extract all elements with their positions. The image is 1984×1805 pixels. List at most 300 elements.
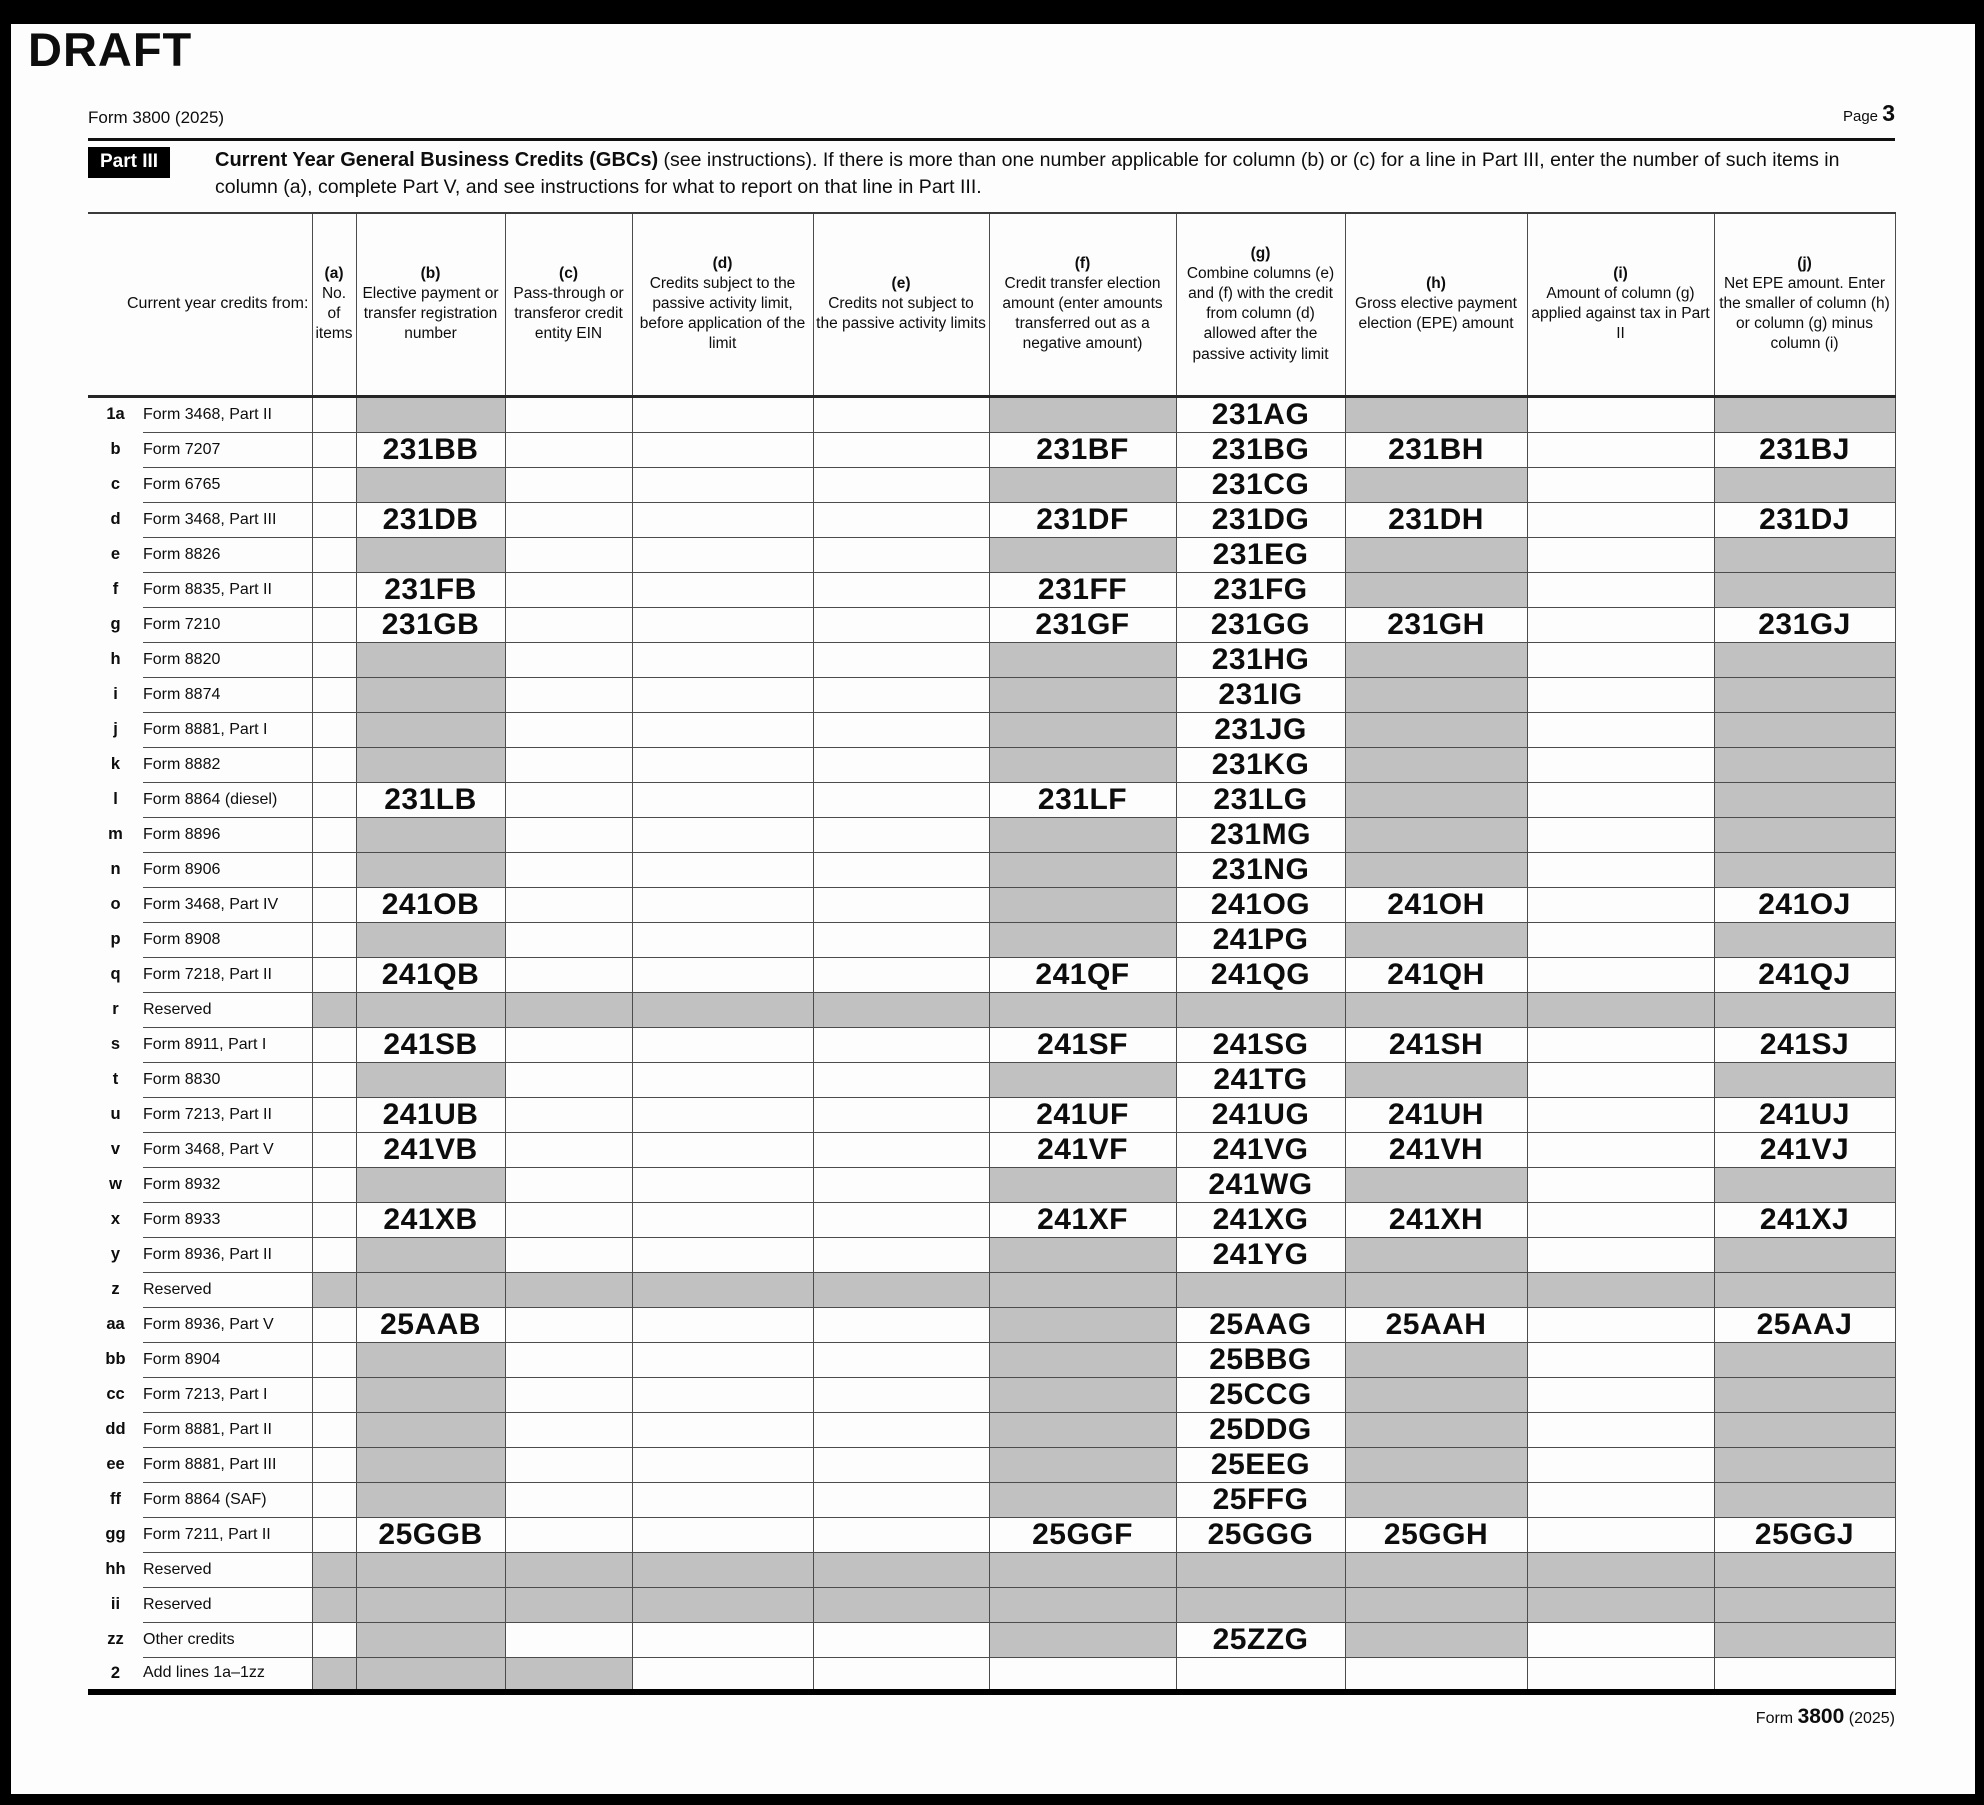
- cell-ff-e: [813, 1482, 989, 1517]
- cell-x-i: [1527, 1202, 1714, 1237]
- page-number: [1843, 100, 1895, 127]
- registration-code: 241UH: [1388, 1097, 1484, 1131]
- cell-z-d: [632, 1272, 813, 1307]
- cell-y-f: [989, 1237, 1176, 1272]
- cell-f-h: [1345, 572, 1527, 607]
- cell-ff-a: [312, 1482, 356, 1517]
- line-number: e: [88, 537, 143, 572]
- cell-ii-e: [813, 1587, 989, 1622]
- cell-y-h: [1345, 1237, 1527, 1272]
- col-letter: (a): [324, 264, 344, 282]
- col-header-i: [1527, 213, 1714, 396]
- cell-1a-f: [989, 396, 1176, 432]
- cell-aa-g: [1176, 1307, 1345, 1342]
- table-header: [88, 213, 1895, 396]
- registration-code: 25AAB: [380, 1307, 481, 1341]
- cell-o-i: [1527, 887, 1714, 922]
- cell-b-f: [989, 432, 1176, 467]
- cell-z-i: [1527, 1272, 1714, 1307]
- line-number: u: [88, 1097, 143, 1132]
- registration-code: 25BBG: [1209, 1342, 1312, 1376]
- cell-f-b: [356, 572, 505, 607]
- cell-j-h: [1345, 712, 1527, 747]
- table-row-z: [88, 1272, 1895, 1307]
- table-row-aa: [88, 1307, 1895, 1342]
- credits-table: [88, 212, 1896, 1695]
- cell-2-a: [312, 1657, 356, 1692]
- cell-e-a: [312, 537, 356, 572]
- cell-hh-a: [312, 1552, 356, 1587]
- cell-ff-b: [356, 1482, 505, 1517]
- table-row-t: [88, 1062, 1895, 1097]
- cell-o-h: [1345, 887, 1527, 922]
- cell-i-g: [1176, 677, 1345, 712]
- cell-q-b: [356, 957, 505, 992]
- cell-t-d: [632, 1062, 813, 1097]
- registration-code: 241VF: [1037, 1132, 1128, 1166]
- cell-c-h: [1345, 467, 1527, 502]
- credit-source-label: Form 8864 (SAF): [143, 1482, 312, 1517]
- line-number: o: [88, 887, 143, 922]
- registration-code: 241QG: [1210, 957, 1311, 991]
- credit-source-label: Form 7213, Part I: [143, 1377, 312, 1412]
- cell-c-f: [989, 467, 1176, 502]
- cell-cc-d: [632, 1377, 813, 1412]
- line-number: h: [88, 642, 143, 677]
- line-number: c: [88, 467, 143, 502]
- cell-k-d: [632, 747, 813, 782]
- cell-aa-c: [505, 1307, 632, 1342]
- credit-source-label: Form 3468, Part II: [143, 396, 312, 432]
- cell-v-a: [312, 1132, 356, 1167]
- registration-code: 241SF: [1037, 1027, 1128, 1061]
- cell-t-b: [356, 1062, 505, 1097]
- registration-code: 241QF: [1035, 957, 1130, 991]
- cell-p-a: [312, 922, 356, 957]
- cell-u-j: [1714, 1097, 1895, 1132]
- cell-bb-b: [356, 1342, 505, 1377]
- cell-aa-i: [1527, 1307, 1714, 1342]
- col-label: Combine columns (e) and (f) with the credit from column (d) allowed after the passive activity limit: [1186, 264, 1335, 363]
- cell-m-j: [1714, 817, 1895, 852]
- cell-z-f: [989, 1272, 1176, 1307]
- cell-c-g: [1176, 467, 1345, 502]
- credit-source-label: Form 8835, Part II: [143, 572, 312, 607]
- cell-j-a: [312, 712, 356, 747]
- page-number-value: 3: [1882, 100, 1895, 126]
- cell-ff-f: [989, 1482, 1176, 1517]
- cell-hh-f: [989, 1552, 1176, 1587]
- cell-w-i: [1527, 1167, 1714, 1202]
- table-row-bb: [88, 1342, 1895, 1377]
- cell-f-j: [1714, 572, 1895, 607]
- registration-code: 241QH: [1387, 957, 1485, 991]
- registration-code: 25GGJ: [1754, 1517, 1855, 1551]
- footer-form-number: 3800: [1797, 1705, 1845, 1728]
- cell-j-c: [505, 712, 632, 747]
- cell-f-g: [1176, 572, 1345, 607]
- cell-s-g: [1176, 1027, 1345, 1062]
- table-row-w: [88, 1167, 1895, 1202]
- registration-code: 231AG: [1211, 397, 1310, 431]
- registration-code: 241XB: [383, 1202, 478, 1236]
- cell-c-c: [505, 467, 632, 502]
- registration-code: 231MG: [1210, 817, 1311, 851]
- cell-gg-b: [356, 1517, 505, 1552]
- line-number: 1a: [88, 396, 143, 432]
- col-label: No. of items: [315, 285, 353, 343]
- scan-border-bottom: [0, 1794, 1984, 1805]
- registration-code: 241TG: [1213, 1062, 1308, 1096]
- credit-source-label: Form 8881, Part III: [143, 1447, 312, 1482]
- registration-code: 231BH: [1388, 432, 1484, 466]
- line-number: z: [88, 1272, 143, 1307]
- credit-source-label: Form 7210: [143, 607, 312, 642]
- cell-m-e: [813, 817, 989, 852]
- cell-dd-d: [632, 1412, 813, 1447]
- table-row-ii: [88, 1587, 1895, 1622]
- cell-gg-a: [312, 1517, 356, 1552]
- cell-hh-b: [356, 1552, 505, 1587]
- cell-p-d: [632, 922, 813, 957]
- line-number: b: [88, 432, 143, 467]
- registration-code: 231DJ: [1759, 502, 1850, 536]
- cell-g-c: [505, 607, 632, 642]
- form-id-label: Form 3800 (2025): [88, 108, 225, 127]
- cell-f-e: [813, 572, 989, 607]
- cell-bb-c: [505, 1342, 632, 1377]
- registration-code: 231IG: [1218, 677, 1303, 711]
- credit-source-label: Form 8874: [143, 677, 312, 712]
- cell-o-g: [1176, 887, 1345, 922]
- cell-t-g: [1176, 1062, 1345, 1097]
- line-number: hh: [88, 1552, 143, 1587]
- cell-v-i: [1527, 1132, 1714, 1167]
- cell-w-j: [1714, 1167, 1895, 1202]
- cell-zz-f: [989, 1622, 1176, 1657]
- cell-zz-e: [813, 1622, 989, 1657]
- cell-dd-g: [1176, 1412, 1345, 1447]
- credit-source-label: Reserved: [143, 1272, 312, 1307]
- footer-form-word: Form: [1755, 1710, 1794, 1727]
- cell-e-j: [1714, 537, 1895, 572]
- cell-dd-a: [312, 1412, 356, 1447]
- cell-2-e: [813, 1657, 989, 1692]
- cell-b-e: [813, 432, 989, 467]
- col-letter: (i): [1613, 264, 1628, 282]
- registration-code: 241SJ: [1759, 1027, 1850, 1061]
- line-number: aa: [88, 1307, 143, 1342]
- cell-x-f: [989, 1202, 1176, 1237]
- cell-g-e: [813, 607, 989, 642]
- cell-h-g: [1176, 642, 1345, 677]
- cell-ii-g: [1176, 1587, 1345, 1622]
- cell-m-b: [356, 817, 505, 852]
- table-row-c: [88, 467, 1895, 502]
- table-row-j: [88, 712, 1895, 747]
- scan-border-left: [0, 0, 11, 1805]
- credit-source-label: Reserved: [143, 992, 312, 1027]
- cell-v-f: [989, 1132, 1176, 1167]
- registration-code: 231JG: [1214, 712, 1307, 746]
- footer-form-year: (2025): [1848, 1710, 1895, 1727]
- credit-source-label: Form 8881, Part I: [143, 712, 312, 747]
- line-number: gg: [88, 1517, 143, 1552]
- registration-code: 231FB: [384, 572, 477, 606]
- registration-code: 241UF: [1036, 1097, 1129, 1131]
- cell-d-e: [813, 502, 989, 537]
- table-row-y: [88, 1237, 1895, 1272]
- registration-code: 231GG: [1210, 607, 1311, 641]
- cell-i-a: [312, 677, 356, 712]
- registration-code: 241VG: [1212, 1132, 1309, 1166]
- cell-p-e: [813, 922, 989, 957]
- cell-dd-i: [1527, 1412, 1714, 1447]
- col-header-credits-from: Current year credits from:: [88, 213, 312, 396]
- cell-bb-j: [1714, 1342, 1895, 1377]
- credit-source-label: Add lines 1a–1zz: [143, 1657, 312, 1692]
- cell-w-e: [813, 1167, 989, 1202]
- col-header-f: [989, 213, 1176, 396]
- cell-g-a: [312, 607, 356, 642]
- cell-h-i: [1527, 642, 1714, 677]
- cell-q-j: [1714, 957, 1895, 992]
- cell-b-d: [632, 432, 813, 467]
- registration-code: 231FF: [1037, 572, 1128, 606]
- cell-j-b: [356, 712, 505, 747]
- cell-z-a: [312, 1272, 356, 1307]
- col-header-j: [1714, 213, 1895, 396]
- cell-s-b: [356, 1027, 505, 1062]
- cell-gg-h: [1345, 1517, 1527, 1552]
- cell-n-i: [1527, 852, 1714, 887]
- credit-source-label: Form 7218, Part II: [143, 957, 312, 992]
- registration-code: 231KG: [1211, 747, 1310, 781]
- cell-j-i: [1527, 712, 1714, 747]
- cell-cc-g: [1176, 1377, 1345, 1412]
- cell-g-d: [632, 607, 813, 642]
- cell-h-e: [813, 642, 989, 677]
- cell-ee-f: [989, 1447, 1176, 1482]
- cell-g-f: [989, 607, 1176, 642]
- cell-ee-e: [813, 1447, 989, 1482]
- cell-s-c: [505, 1027, 632, 1062]
- cell-c-i: [1527, 467, 1714, 502]
- cell-w-f: [989, 1167, 1176, 1202]
- cell-b-i: [1527, 432, 1714, 467]
- table-row-ff: [88, 1482, 1895, 1517]
- cell-t-h: [1345, 1062, 1527, 1097]
- cell-h-b: [356, 642, 505, 677]
- registration-code: 241OG: [1210, 887, 1311, 921]
- cell-s-e: [813, 1027, 989, 1062]
- cell-1a-b: [356, 396, 505, 432]
- cell-b-a: [312, 432, 356, 467]
- cell-o-j: [1714, 887, 1895, 922]
- table-row-p: [88, 922, 1895, 957]
- cell-d-b: [356, 502, 505, 537]
- cell-cc-j: [1714, 1377, 1895, 1412]
- cell-aa-f: [989, 1307, 1176, 1342]
- cell-x-e: [813, 1202, 989, 1237]
- line-number: s: [88, 1027, 143, 1062]
- cell-n-f: [989, 852, 1176, 887]
- registration-code: 241XF: [1037, 1202, 1128, 1236]
- cell-r-e: [813, 992, 989, 1027]
- registration-code: 25FFG: [1212, 1482, 1309, 1516]
- cell-z-j: [1714, 1272, 1895, 1307]
- cell-o-b: [356, 887, 505, 922]
- registration-code: 25GGG: [1207, 1517, 1314, 1551]
- cell-f-f: [989, 572, 1176, 607]
- cell-e-f: [989, 537, 1176, 572]
- cell-b-j: [1714, 432, 1895, 467]
- cell-2-j: [1714, 1657, 1895, 1692]
- cell-v-c: [505, 1132, 632, 1167]
- cell-hh-c: [505, 1552, 632, 1587]
- table-row-u: [88, 1097, 1895, 1132]
- credit-source-label: Form 6765: [143, 467, 312, 502]
- part-iii-badge: Part III: [88, 147, 170, 178]
- registration-code: 241UJ: [1759, 1097, 1850, 1131]
- cell-bb-h: [1345, 1342, 1527, 1377]
- cell-ee-c: [505, 1447, 632, 1482]
- cell-1a-c: [505, 396, 632, 432]
- line-number: w: [88, 1167, 143, 1202]
- cell-g-j: [1714, 607, 1895, 642]
- cell-q-f: [989, 957, 1176, 992]
- credit-source-label: Reserved: [143, 1587, 312, 1622]
- cell-r-b: [356, 992, 505, 1027]
- credit-source-label: Reserved: [143, 1552, 312, 1587]
- cell-gg-d: [632, 1517, 813, 1552]
- cell-z-c: [505, 1272, 632, 1307]
- cell-zz-h: [1345, 1622, 1527, 1657]
- cell-j-j: [1714, 712, 1895, 747]
- cell-2-g: [1176, 1657, 1345, 1692]
- credit-source-label: Form 8906: [143, 852, 312, 887]
- cell-zz-j: [1714, 1622, 1895, 1657]
- cell-k-a: [312, 747, 356, 782]
- col-header-b: [356, 213, 505, 396]
- col-header-e: [813, 213, 989, 396]
- table-row-v: [88, 1132, 1895, 1167]
- cell-bb-f: [989, 1342, 1176, 1377]
- cell-v-g: [1176, 1132, 1345, 1167]
- cell-zz-a: [312, 1622, 356, 1657]
- registration-code: 231DB: [382, 502, 479, 536]
- col-letter: (e): [891, 275, 911, 293]
- scan-border-right: [1975, 0, 1984, 1805]
- cell-c-a: [312, 467, 356, 502]
- cell-o-d: [632, 887, 813, 922]
- cell-1a-g: [1176, 396, 1345, 432]
- registration-code: 231BB: [382, 432, 479, 466]
- cell-1a-h: [1345, 396, 1527, 432]
- cell-t-e: [813, 1062, 989, 1097]
- cell-j-f: [989, 712, 1176, 747]
- cell-d-d: [632, 502, 813, 537]
- cell-l-e: [813, 782, 989, 817]
- cell-n-j: [1714, 852, 1895, 887]
- cell-i-h: [1345, 677, 1527, 712]
- cell-cc-a: [312, 1377, 356, 1412]
- part-iii-title-rest: (see instructions). If there is more than one number applicable for column (b) or (c) for a line in Part III, enter the number of such items in column (a), complete Part V, and see instructions for what to report on that line in Part III.: [215, 149, 1840, 199]
- col-label: Credits not subject to the passive activity limits: [816, 295, 986, 333]
- cell-y-i: [1527, 1237, 1714, 1272]
- line-number: ii: [88, 1587, 143, 1622]
- cell-q-d: [632, 957, 813, 992]
- line-number: ee: [88, 1447, 143, 1482]
- cell-q-a: [312, 957, 356, 992]
- cell-j-d: [632, 712, 813, 747]
- cell-d-c: [505, 502, 632, 537]
- cell-ii-b: [356, 1587, 505, 1622]
- cell-q-g: [1176, 957, 1345, 992]
- cell-b-g: [1176, 432, 1345, 467]
- line-number: v: [88, 1132, 143, 1167]
- credit-source-label: Form 8826: [143, 537, 312, 572]
- col-label: Elective payment or transfer registration number: [362, 285, 499, 343]
- cell-ee-b: [356, 1447, 505, 1482]
- cell-d-h: [1345, 502, 1527, 537]
- cell-hh-h: [1345, 1552, 1527, 1587]
- cell-aa-h: [1345, 1307, 1527, 1342]
- cell-cc-f: [989, 1377, 1176, 1412]
- registration-code: 241VH: [1388, 1132, 1484, 1166]
- cell-u-h: [1345, 1097, 1527, 1132]
- registration-code: 241XH: [1388, 1202, 1484, 1236]
- cell-cc-h: [1345, 1377, 1527, 1412]
- table-row-1a: [88, 396, 1895, 432]
- registration-code: 231BF: [1036, 432, 1129, 466]
- cell-u-f: [989, 1097, 1176, 1132]
- cell-dd-b: [356, 1412, 505, 1447]
- registration-code: 231LF: [1037, 782, 1128, 816]
- cell-v-d: [632, 1132, 813, 1167]
- cell-t-a: [312, 1062, 356, 1097]
- cell-n-b: [356, 852, 505, 887]
- cell-p-f: [989, 922, 1176, 957]
- registration-code: 25GGB: [378, 1517, 483, 1551]
- table-row-f: [88, 572, 1895, 607]
- cell-1a-a: [312, 396, 356, 432]
- registration-code: 241OJ: [1758, 887, 1851, 921]
- cell-p-b: [356, 922, 505, 957]
- table-row-2: [88, 1657, 1895, 1692]
- cell-h-j: [1714, 642, 1895, 677]
- registration-code: 241OH: [1387, 887, 1485, 921]
- cell-2-h: [1345, 1657, 1527, 1692]
- cell-l-f: [989, 782, 1176, 817]
- credit-source-label: Form 7211, Part II: [143, 1517, 312, 1552]
- cell-ff-j: [1714, 1482, 1895, 1517]
- cell-j-g: [1176, 712, 1345, 747]
- cell-s-a: [312, 1027, 356, 1062]
- cell-ii-i: [1527, 1587, 1714, 1622]
- cell-g-b: [356, 607, 505, 642]
- cell-d-a: [312, 502, 356, 537]
- cell-w-g: [1176, 1167, 1345, 1202]
- cell-q-c: [505, 957, 632, 992]
- cell-o-a: [312, 887, 356, 922]
- cell-q-i: [1527, 957, 1714, 992]
- cell-y-j: [1714, 1237, 1895, 1272]
- cell-l-c: [505, 782, 632, 817]
- cell-2-c: [505, 1657, 632, 1692]
- credit-source-label: Form 3468, Part III: [143, 502, 312, 537]
- cell-e-i: [1527, 537, 1714, 572]
